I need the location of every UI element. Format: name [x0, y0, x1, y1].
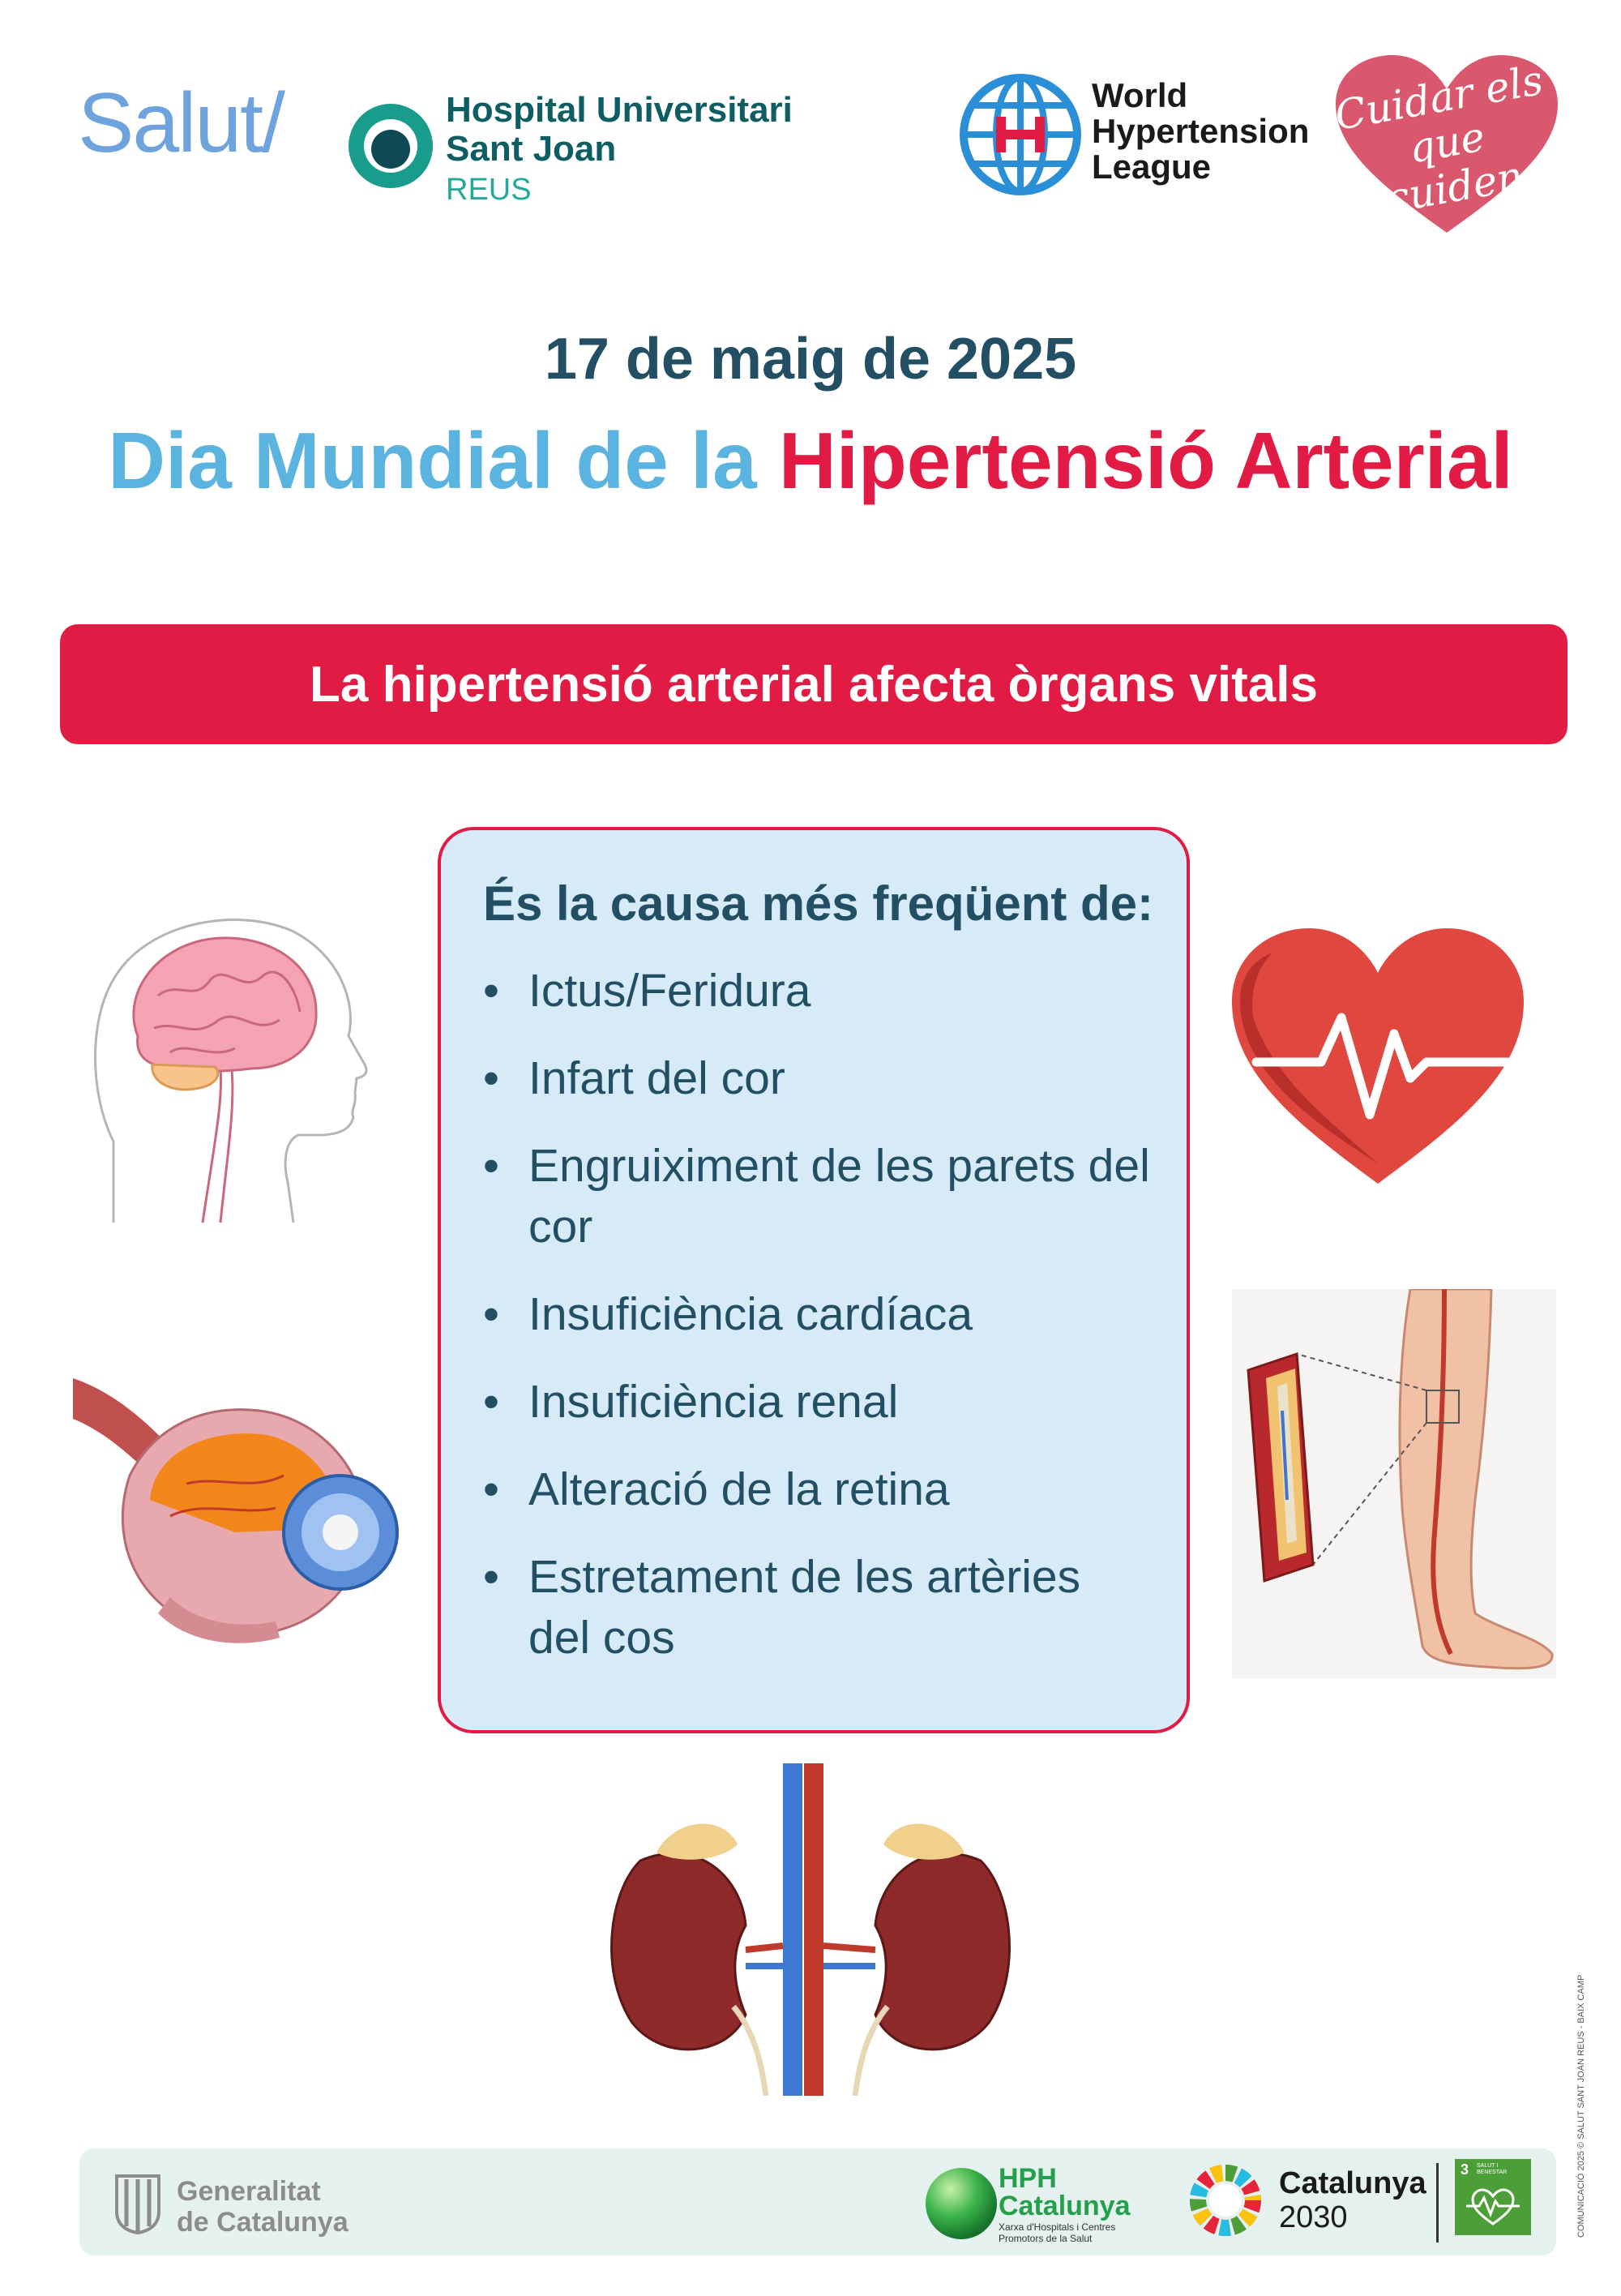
- list-item: [483, 1459, 1154, 1520]
- bullet: •: [483, 1052, 499, 1104]
- hospital-city: REUS: [446, 173, 532, 207]
- whl-line2: Hypertension: [1092, 112, 1310, 150]
- catalunya-2030-line1: Catalunya: [1279, 2166, 1426, 2200]
- heart-rate-icon: [1224, 920, 1532, 1192]
- bullet: •: [483, 1288, 499, 1340]
- salut-logo: Salut/: [78, 76, 284, 170]
- list-item: [483, 1547, 1154, 1668]
- list-item-text: Ictus/Feridura: [528, 965, 811, 1017]
- sdg3-number: 3: [1461, 2161, 1469, 2178]
- divider: [1436, 2163, 1439, 2242]
- list-item: [483, 961, 1154, 1022]
- hospital-name-line2: Sant Joan: [446, 129, 617, 169]
- list-item: [483, 1372, 1154, 1433]
- credit-text: COMUNICACIÓ 2025 © SALUT SANT JOAN REUS - BAIX CAMP: [1576, 1974, 1586, 2238]
- title-part2: Hipertensió Arterial: [778, 416, 1513, 505]
- list-item: [483, 1136, 1154, 1257]
- banner-text: La hipertensió arterial afecta òrgans vitals: [310, 656, 1318, 713]
- whl-line3: League: [1092, 148, 1212, 186]
- panel-heading: És la causa més freqüent de:: [483, 876, 1153, 931]
- kidneys-illustration: [600, 1763, 1021, 2096]
- hph-sub-line1: Xarxa d'Hospitals i Centres: [999, 2221, 1116, 2233]
- hospital-name: [446, 91, 793, 169]
- bullet: •: [483, 1551, 499, 1603]
- generalitat-logo-icon: [113, 2171, 162, 2234]
- event-date: 17 de maig de 2025: [544, 327, 1077, 392]
- generalitat-line1: Generalitat: [177, 2176, 321, 2207]
- page-title: [0, 415, 1621, 507]
- brain-illustration: [81, 898, 405, 1247]
- eye-illustration: [73, 1354, 413, 1662]
- generalitat-logo-text: [177, 2176, 349, 2238]
- hph-line2: Catalunya: [999, 2191, 1131, 2221]
- list-item-text: Infart del cor: [528, 1052, 785, 1104]
- heart-logo-text: Cuidar els que cuiden: [1331, 56, 1546, 223]
- hph-logo-text: [999, 2165, 1131, 2220]
- bullet: •: [483, 965, 499, 1017]
- whl-line1: World: [1092, 76, 1188, 114]
- hph-logo-icon: [922, 2165, 1000, 2242]
- hph-line1: HPH: [999, 2163, 1057, 2194]
- globe-icon: [959, 73, 1082, 196]
- hph-subtitle: [999, 2221, 1115, 2244]
- bullet: •: [483, 1140, 499, 1192]
- list-item-text: Engruiximent de les parets del cor: [528, 1140, 1150, 1253]
- whl-logo-text: [1092, 78, 1309, 185]
- causes-list: [483, 961, 1154, 1668]
- leg-artery-illustration: [1232, 1289, 1556, 1678]
- sdg3-label: SALUT I BENESTAR: [1477, 2163, 1508, 2175]
- list-item-text: Insuficiència renal: [528, 1376, 899, 1428]
- causes-panel: [438, 827, 1190, 1733]
- list-item: [483, 1048, 1154, 1109]
- hospital-name-line1: Hospital Universitari: [446, 90, 793, 130]
- bullet: •: [483, 1463, 499, 1515]
- sdg-wheel-icon: [1188, 2163, 1263, 2238]
- list-item: [483, 1284, 1154, 1345]
- banner: [60, 624, 1568, 744]
- hospital-logo-icon: [339, 91, 452, 204]
- bullet: •: [483, 1376, 499, 1428]
- list-item-text: Alteració de la retina: [528, 1463, 950, 1515]
- title-part1: Dia Mundial de la: [108, 416, 779, 505]
- hph-sub-line2: Promotors de la Salut: [999, 2233, 1093, 2244]
- catalunya-2030-text: [1279, 2166, 1426, 2234]
- list-item-text: Insuficiència cardíaca: [528, 1288, 973, 1340]
- list-item-text: Estretament de les artèries del cos: [528, 1551, 1081, 1664]
- generalitat-line2: de Catalunya: [177, 2207, 349, 2238]
- catalunya-2030-line2: 2030: [1279, 2200, 1348, 2234]
